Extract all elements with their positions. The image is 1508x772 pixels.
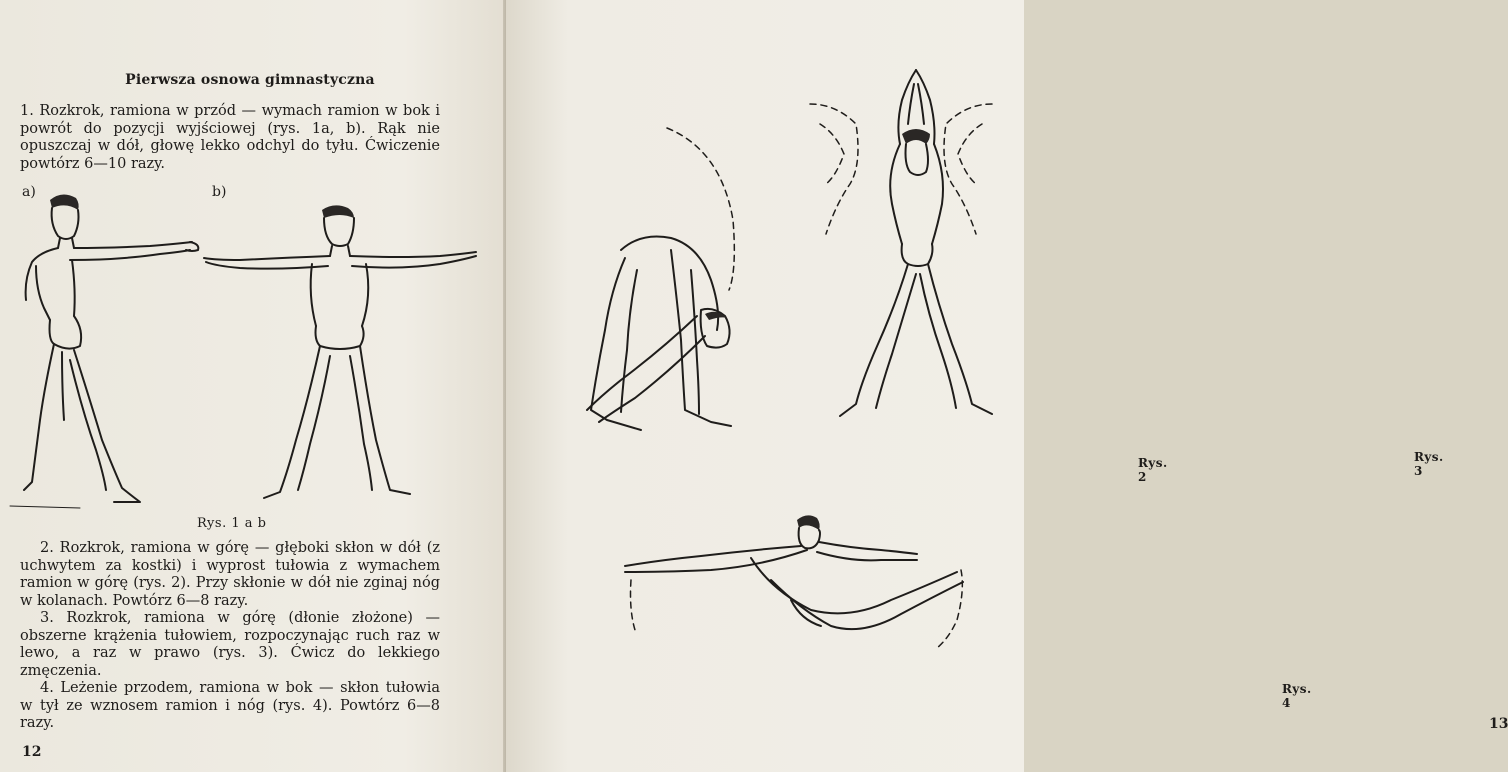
page-number-left: 12 xyxy=(22,744,42,760)
left-page xyxy=(0,0,506,772)
figure-1-caption: Rys. 1 a b xyxy=(197,516,267,531)
figure-4-caption: Rys. 4 xyxy=(1282,682,1312,710)
figure-2-caption: Rys. 2 xyxy=(1138,456,1168,484)
exercises-2-4 xyxy=(20,540,440,733)
figure-label-a: a) xyxy=(22,184,36,200)
exercise-4-text: 4. Leżenie przodem, ramiona w bok — skłon tułowia w tył ze wznosem ramion i nóg (rys. 4). Powtórz 6—8 razy. xyxy=(20,680,440,731)
exercise-1-text: 1. Rozkrok, ramiona w przód — wymach ramion w bok i powrót do pozycji wyjściowej (rys. 1a, b). Rąk nie opuszczaj w dół, głowę lekko odchyl do tyłu. Ćwiczenie powtórz 6—10 razy. xyxy=(20,103,440,172)
exercise-3-text: 3. Rozkrok, ramiona w górę (dłonie złożone) — obszerne krążenia tułowiem, rozpoczynając ruch raz w lewo, a raz w prawo (rys. 3). Ćwicz do lekkiego zmęczenia. xyxy=(20,610,440,679)
section-heading: Pierwsza osnowa gimnastyczna xyxy=(125,72,375,88)
figure-label-b: b) xyxy=(212,184,227,200)
figure-1b-illustration xyxy=(200,200,480,500)
right-page xyxy=(506,0,1508,772)
figure-2-illustration xyxy=(581,120,751,440)
figure-3-caption: Rys. 3 xyxy=(1414,450,1444,478)
figure-3-illustration xyxy=(796,64,1006,434)
figure-4-illustration xyxy=(601,510,981,660)
figure-1a-illustration xyxy=(10,190,210,515)
page-number-right: 13 xyxy=(1489,716,1508,732)
exercise-2-text: 2. Rozkrok, ramiona w górę — głęboki skłon w dół (z uchwytem za kostki) i wyprost tułowia z wymachem ramion w górę (rys. 2). Przy skłonie w dół nie zginaj nóg w kolanach. Powtórz 6—8 razy. xyxy=(20,540,440,609)
